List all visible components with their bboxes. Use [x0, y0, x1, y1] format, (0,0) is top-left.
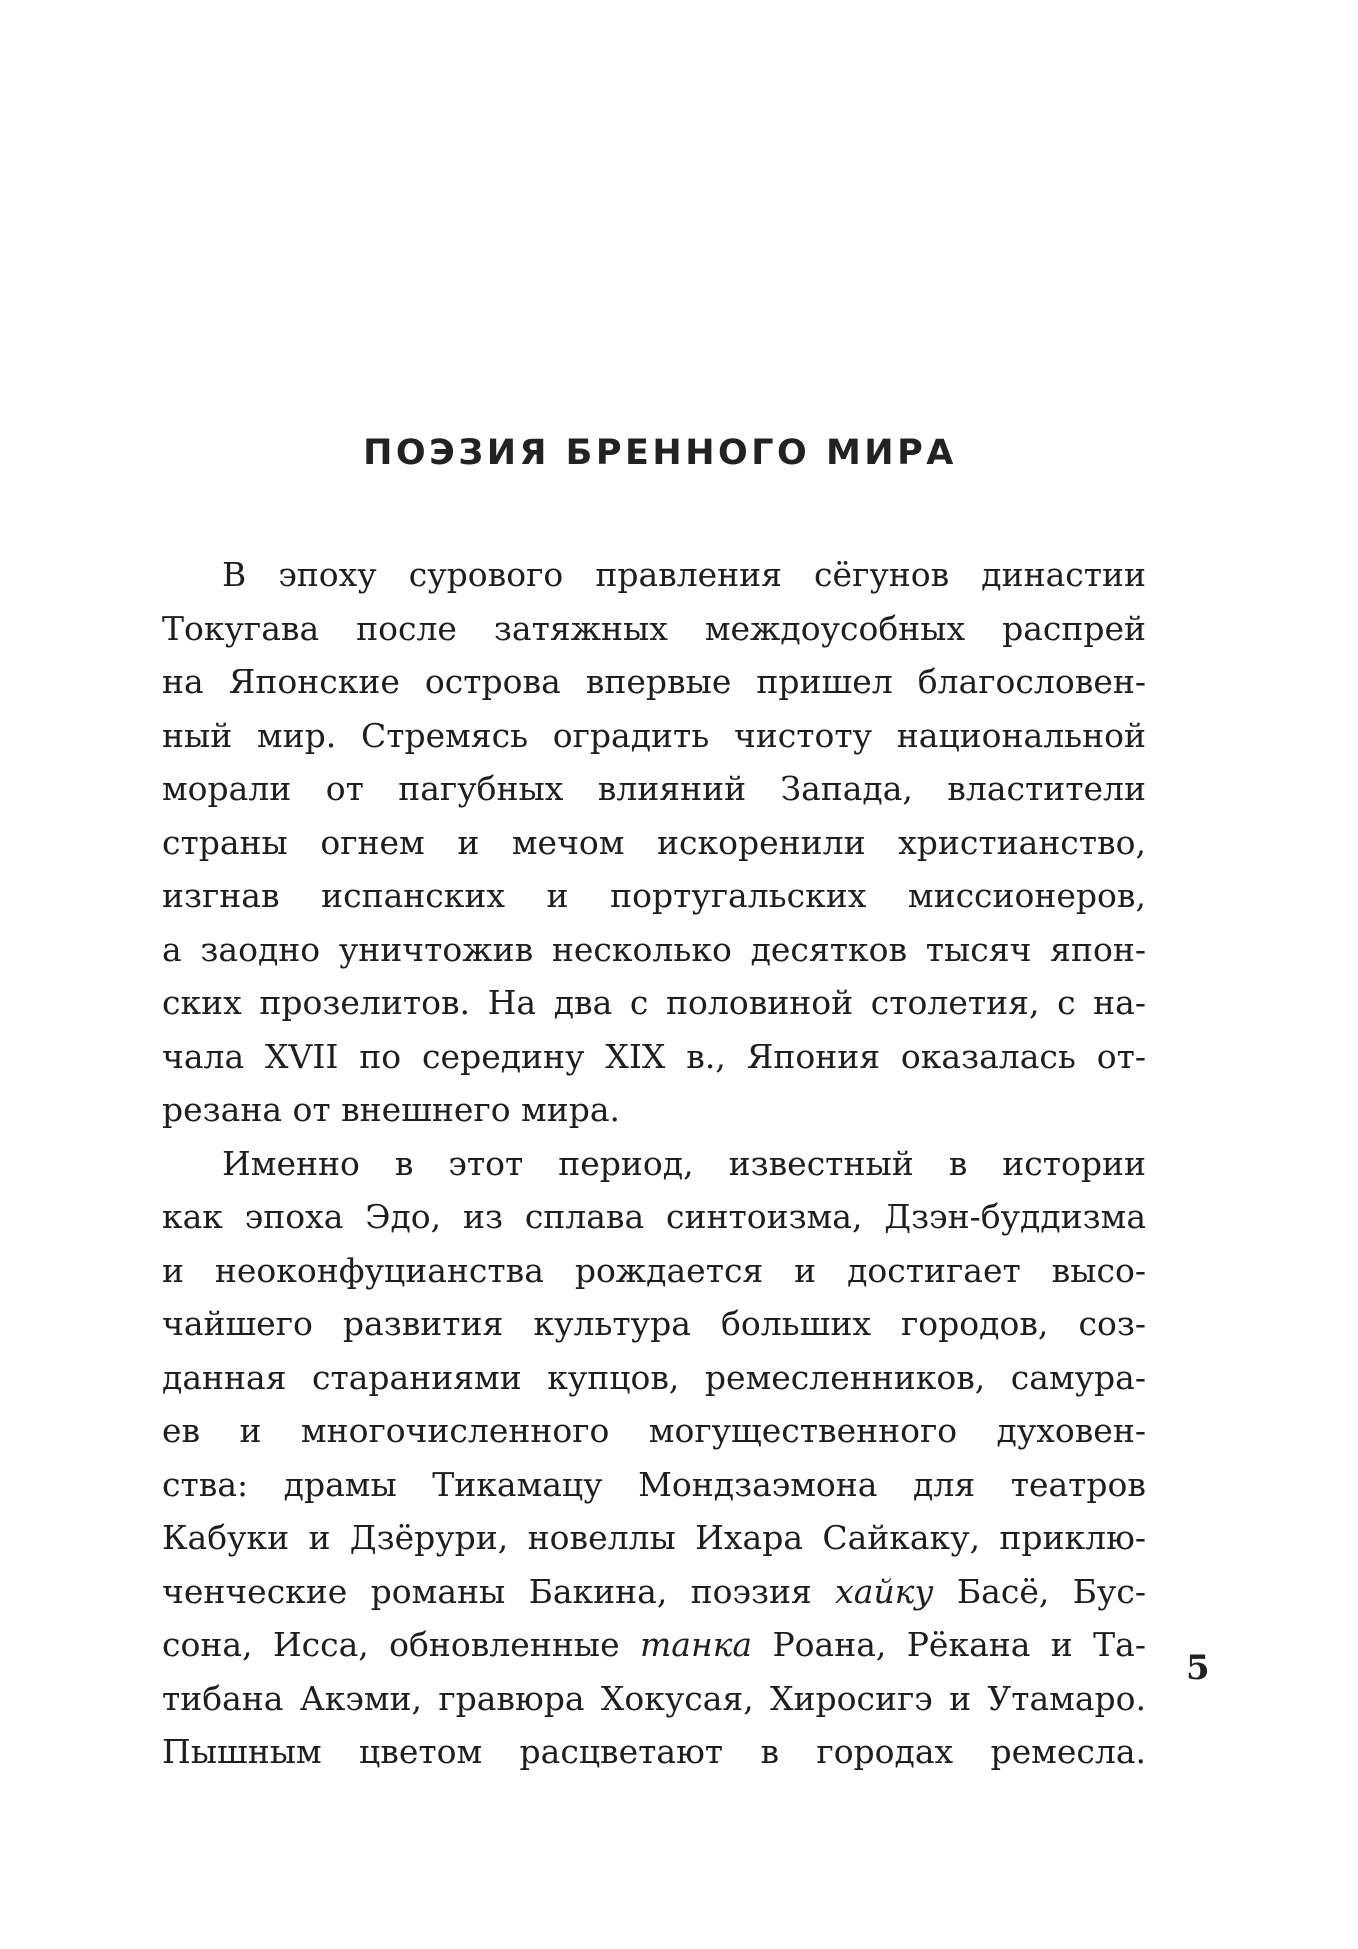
text-line: чала XVII по середину XIX в., Япония оказалась от- — [162, 1036, 1146, 1076]
text-line: Пышным цветом расцветают в городах ремесла. — [162, 1732, 1146, 1771]
text-line: ный мир. Стремясь оградить чистоту национальной — [162, 715, 1146, 755]
text-line: изгнав испанских и португальских миссионеров, — [162, 876, 1146, 915]
text-line: морали от пагубных влияний Запада, властители — [162, 769, 1146, 808]
text-line: страны огнем и мечом искоренили христианство, — [162, 822, 1146, 862]
text-line: В эпоху сурового правления сёгунов династии — [222, 555, 1146, 594]
italic-term: танка — [639, 1625, 753, 1664]
text-line: Именно в этот период, известный в истории — [222, 1143, 1146, 1183]
text-line: Токугава после затяжных междоусобных распрей — [162, 608, 1146, 648]
text-line — [162, 1565, 1146, 1619]
chapter-title: ПОЭЗИЯ БРЕННОГО МИРА — [363, 433, 957, 473]
text-line: ских прозелитов. На два с половиной столетия, с на- — [162, 983, 1146, 1022]
text-line: Кабуки и Дзёрури, новеллы Ихара Сайкаку, приклю- — [162, 1518, 1146, 1557]
text-fragment: сона, Исса, обновленные — [162, 1625, 640, 1664]
text-line: ства: драмы Тикамацу Мондзаэмона для театров — [162, 1464, 1146, 1504]
italic-term: хайку — [835, 1571, 934, 1611]
text-line: тибана Акэми, гравюра Хокусая, Хиросигэ и Утамаро. — [162, 1678, 1146, 1718]
text-line: а заодно уничтожив несколько десятков тысяч япон- — [162, 929, 1146, 969]
text-fragment: Басё, Бус- — [933, 1571, 1146, 1611]
text-line: чайшего развития культура больших городов, соз- — [162, 1304, 1146, 1343]
page-number: 5 — [1186, 1648, 1210, 1688]
body-text — [162, 548, 1146, 1779]
text-line: на Японские острова впервые пришел благословен- — [162, 662, 1146, 701]
text-line: резана от внешнего мира. — [162, 1090, 621, 1129]
text-line: и неоконфуцианства рождается и достигает высо- — [162, 1250, 1146, 1290]
text-line: данная стараниями купцов, ремесленников, самура- — [162, 1357, 1146, 1397]
text-fragment: ченческие романы Бакина, поэзия — [162, 1571, 836, 1611]
text-line — [162, 1618, 1146, 1672]
text-line: как эпоха Эдо, из сплава синтоизма, Дзэн-буддизма — [162, 1197, 1146, 1236]
text-line: ев и многочисленного могущественного духовен- — [162, 1411, 1146, 1450]
text-fragment: Роана, Рёкана и Та- — [752, 1625, 1146, 1664]
